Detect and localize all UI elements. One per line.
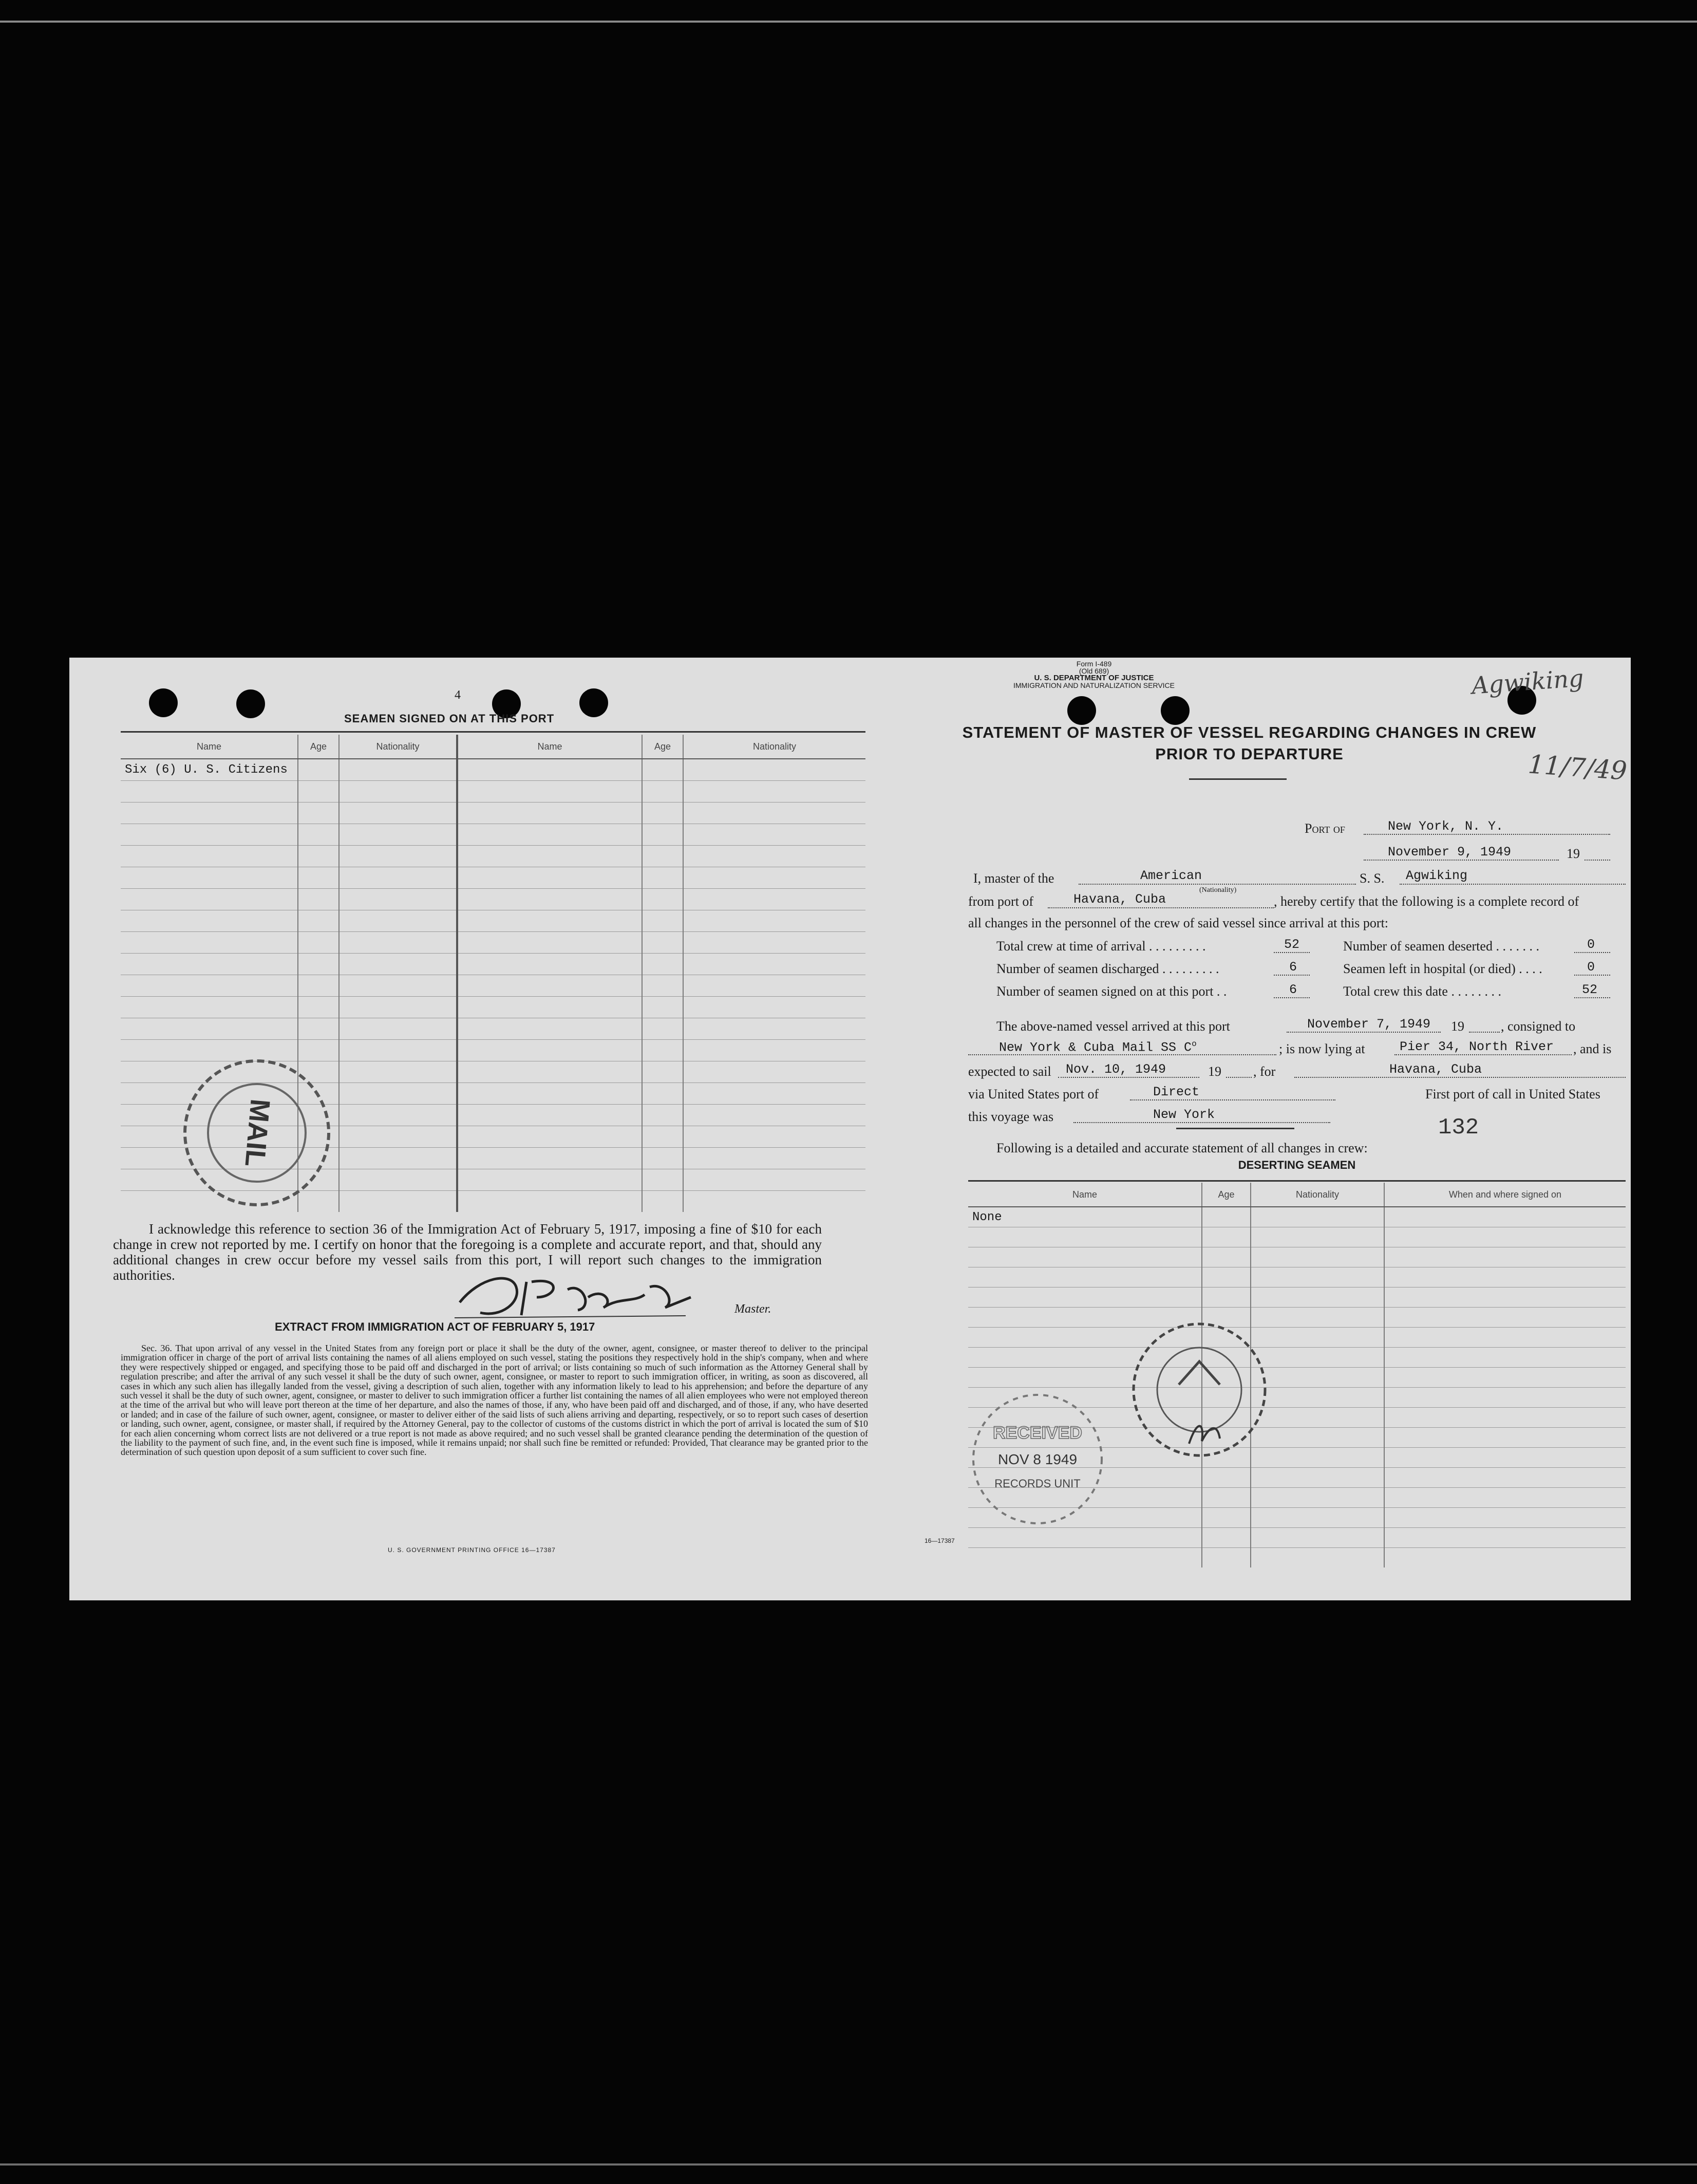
records-unit-text: RECORDS UNIT: [994, 1477, 1081, 1490]
table-cell: [642, 1148, 683, 1169]
department-name: U. S. DEPARTMENT OF JUSTICE: [1034, 674, 1154, 682]
table-row: [121, 954, 865, 975]
records-unit-stamp: [960, 1387, 1115, 1531]
table-cell: [457, 1169, 642, 1191]
table-cell: [339, 759, 457, 781]
table-row: [968, 1368, 1626, 1388]
table-cell: [1251, 1528, 1384, 1548]
table-cell: [298, 867, 339, 889]
received-stamp-word: RECEIVED: [993, 1423, 1082, 1443]
table-cell: [457, 1061, 642, 1083]
deserted-label: Number of seamen deserted . . . . . . .: [1343, 939, 1539, 954]
table-cell: [457, 846, 642, 867]
table-cell: [1202, 1287, 1251, 1308]
table-cell: [1384, 1348, 1626, 1368]
table-row: [968, 1328, 1626, 1348]
destination-value: Havana, Cuba: [1389, 1062, 1482, 1077]
table-row: [121, 846, 865, 867]
received-stamp-date: NOV 8 1949: [997, 1451, 1078, 1467]
table-row: [968, 1227, 1626, 1247]
table-cell: [1202, 1548, 1251, 1568]
table-cell: [683, 1061, 865, 1083]
table-cell: [457, 997, 642, 1018]
table-cell: [457, 1083, 642, 1105]
hospital-label: Seamen left in hospital (or died) . . . .: [1343, 961, 1542, 976]
consignee-name: New York & Cuba Mail SS C: [999, 1040, 1192, 1055]
table-cell: [1251, 1267, 1384, 1287]
table-cell: [683, 975, 865, 997]
table-cell: [1384, 1428, 1626, 1448]
table-cell: [339, 910, 457, 932]
table-cell: [298, 802, 339, 824]
handwritten-date: 11/7/49: [1527, 749, 1628, 786]
sequence-number: 132: [1438, 1115, 1479, 1141]
master-label: I, master of the: [973, 871, 1054, 886]
table-top-rule: [121, 731, 865, 733]
table-cell: [121, 1018, 298, 1040]
printer-line: U. S. GOVERNMENT PRINTING OFFICE 16—17387: [388, 1546, 556, 1554]
table-row: [121, 781, 865, 802]
column-header: Age: [642, 735, 683, 759]
table-cell: [298, 824, 339, 846]
table-cell: [642, 975, 683, 997]
table-cell: [1384, 1207, 1626, 1227]
table-cell: [298, 759, 339, 781]
table-cell: [642, 781, 683, 802]
voyage-label: this voyage was: [968, 1109, 1054, 1124]
table-cell: [642, 846, 683, 867]
table-cell: [1384, 1448, 1626, 1468]
table-cell: [968, 1287, 1202, 1308]
table-row: [968, 1548, 1626, 1568]
signature-caption: Master.: [734, 1302, 771, 1316]
seamen-signed-on-title: SEAMEN SIGNED ON AT THIS PORT: [344, 712, 555, 725]
table-cell: [339, 867, 457, 889]
table-cell: [298, 932, 339, 954]
mail-stamp: [177, 1053, 336, 1212]
table-cell: [642, 1105, 683, 1126]
table-cell: [968, 1247, 1202, 1267]
table-cell: [642, 1126, 683, 1148]
arrived-year-underline: [1469, 1032, 1500, 1033]
table-cell: [121, 932, 298, 954]
table-cell: [1202, 1227, 1251, 1247]
table-cell: [1384, 1508, 1626, 1528]
table-cell: Six (6) U. S. Citizens: [121, 759, 298, 781]
sail-year-underline: [1226, 1077, 1252, 1078]
table-row: [968, 1308, 1626, 1328]
table-cell: [339, 824, 457, 846]
table-cell: [1384, 1388, 1626, 1408]
sail-year: 19: [1208, 1064, 1221, 1079]
table-cell: [457, 802, 642, 824]
column-header: Nationality: [683, 735, 865, 759]
table-cell: [642, 954, 683, 975]
table-cell: [339, 1126, 457, 1148]
table-cell: [339, 932, 457, 954]
port-value: New York, N. Y.: [1388, 819, 1504, 834]
table-row: [121, 759, 865, 781]
stat-underline: [1274, 997, 1310, 998]
table-cell: [121, 997, 298, 1018]
table-cell: [1384, 1287, 1626, 1308]
table-row: [968, 1267, 1626, 1287]
ship-underline: [1400, 884, 1626, 885]
first-port-label: First port of call in United States: [1425, 1087, 1600, 1102]
expected-label: expected to sail: [968, 1064, 1051, 1079]
table-row: [121, 910, 865, 932]
form-header: [986, 660, 1202, 689]
column-header: Name: [968, 1183, 1202, 1207]
table-cell: [339, 1148, 457, 1169]
table-cell: [1384, 1468, 1626, 1488]
table-cell: [642, 932, 683, 954]
table-cell: [121, 824, 298, 846]
table-cell: [339, 846, 457, 867]
table-cell: [1251, 1548, 1384, 1568]
column-header: Age: [298, 735, 339, 759]
service-name: IMMIGRATION AND NATURALIZATION SERVICE: [1013, 681, 1175, 689]
table-cell: [1384, 1408, 1626, 1428]
column-header: Name: [121, 735, 298, 759]
table-cell: [298, 1018, 339, 1040]
table-cell: None: [968, 1207, 1202, 1227]
table-cell: [298, 954, 339, 975]
table-cell: [1384, 1528, 1626, 1548]
table-cell: [642, 1083, 683, 1105]
table-cell: [642, 1169, 683, 1191]
consignee-value: [999, 1039, 1197, 1055]
table-cell: [339, 975, 457, 997]
voyage-value: New York: [1153, 1107, 1215, 1122]
table-cell: [339, 1191, 457, 1212]
table-cell: [683, 997, 865, 1018]
voyage-underline: [1073, 1122, 1330, 1123]
sail-underline: [1058, 1077, 1199, 1078]
table-cell: [642, 759, 683, 781]
table-cell: [121, 910, 298, 932]
table-cell: [683, 1169, 865, 1191]
table-cell: [457, 975, 642, 997]
year-prefix: 19: [1567, 846, 1580, 861]
form-title-line-1: STATEMENT OF MASTER OF VESSEL REGARDING CHANGES IN CREW: [962, 723, 1537, 741]
table-cell: [1251, 1247, 1384, 1267]
consigned-label: , consigned to: [1501, 1019, 1576, 1034]
right-printer-line: 16—17387: [925, 1537, 955, 1544]
table-cell: [457, 1018, 642, 1040]
via-label: via United States port of: [968, 1087, 1099, 1102]
table-cell: [121, 846, 298, 867]
table-cell: [457, 1040, 642, 1061]
lying-underline: [1394, 1054, 1572, 1055]
table-cell: [683, 846, 865, 867]
arrived-underline: [1287, 1032, 1441, 1033]
sail-date: Nov. 10, 1949: [1066, 1062, 1166, 1077]
table-cell: [298, 997, 339, 1018]
for-label: , for: [1253, 1064, 1276, 1079]
table-cell: [642, 997, 683, 1018]
table-cell: [339, 1018, 457, 1040]
table-cell: [683, 954, 865, 975]
deserting-title: DESERTING SEAMEN: [1238, 1159, 1356, 1171]
table-cell: [1202, 1267, 1251, 1287]
master-signature: [449, 1266, 696, 1323]
stat-underline: [1574, 975, 1610, 976]
table-cell: [1202, 1508, 1251, 1528]
port-label: Port of: [1305, 821, 1345, 836]
table-row: [968, 1348, 1626, 1368]
table-cell: [642, 1018, 683, 1040]
table-cell: [1202, 1468, 1251, 1488]
table-cell: [642, 867, 683, 889]
table-row: [121, 802, 865, 824]
form-number: Form I-489: [1076, 660, 1112, 668]
table-cell: [683, 1105, 865, 1126]
form-title: [868, 722, 1631, 765]
table-cell: [1384, 1368, 1626, 1388]
and-is-text: , and is: [1573, 1041, 1612, 1056]
table-cell: [642, 889, 683, 910]
arrived-year: 19: [1451, 1019, 1464, 1034]
table-cell: [1202, 1207, 1251, 1227]
table-cell: [457, 867, 642, 889]
table-cell: [298, 846, 339, 867]
deserting-top-rule: [968, 1180, 1626, 1182]
port-underline: [1364, 834, 1610, 835]
nationality-caption: (Nationality): [1199, 886, 1237, 894]
table-row: [121, 932, 865, 954]
signed-on-value: 6: [1289, 982, 1297, 997]
table-cell: [1251, 1508, 1384, 1528]
table-cell: [339, 1169, 457, 1191]
table-cell: [121, 781, 298, 802]
table-cell: [1384, 1488, 1626, 1508]
table-cell: [457, 1148, 642, 1169]
table-cell: [642, 1040, 683, 1061]
table-cell: [339, 1083, 457, 1105]
lying-label: ; is now lying at: [1279, 1041, 1365, 1056]
form-title-line-2: PRIOR TO DEPARTURE: [1155, 745, 1344, 763]
table-cell: [457, 954, 642, 975]
table-cell: [1251, 1227, 1384, 1247]
certify-text: , hereby certify that the following is a complete record of: [1274, 894, 1579, 909]
column-header: When and where signed on: [1384, 1183, 1626, 1207]
table-cell: [968, 1267, 1202, 1287]
table-cell: [1251, 1488, 1384, 1508]
extract-text: Sec. 36. That upon arrival of any vessel in the United States from any foreign port or place it shall be the duty of the owner, agent, consignee, or master thereof to deliver to the principal immigration officer in charge of the port of arrival lists containing the names of all aliens employed on such vessel, stating the positions they respectively hold in the ship's company, when and where they were respectively shipped or engaged, and specifying those to be paid off and discharged in the port of arrival; or lists containing so much of such information as the Attorney General shall by regulation prescribe; and after the arrival of any such vessel it shall be the duty of such owner, agent, consignee, or master to report to such immigration officer, in writing, as soon as discovered, all cases in which any such alien has illegally landed from the vessel, giving a description of such alien, together with any information likely to lead to his apprehension; and before the departure of any such vessel it shall be the duty of such owner, agent, consignee, or master to deliver to such immigration officer a further list containing the names of all alien employees who were not employed thereon at the time of the arrival but who will leave port thereon at the time of her departure, and also the names of those, if any, who have been paid off and discharged, and of those, if any, who have deserted or landed; and in case of the failure of such owner, agent, consignee, or master to deliver either of the said lists of such aliens arriving and departing, respectively, or so to report such cases of desertion or landing, such owner, agent, consignee, or master shall, if required by the Attorney General, pay to the collector of customs of the customs district in which the port of arrival is located the sum of $10 for each alien concerning whom correct lists are not delivered or a true report is not made as above required; and no such vessel shall be granted clearance pending the determination of the question of the liability to the payment of such fine, and, in the event such fine is imposed, while it remains unpaid; nor shall such fine be remitted or refunded: Provided, That clearance may be granted prior to the determination of such question upon deposit of a sum sufficient to cover such fine.: [121, 1343, 868, 1458]
arrived-label: The above-named vessel arrived at this port: [996, 1019, 1230, 1034]
table-cell: [683, 1148, 865, 1169]
table-row: [121, 867, 865, 889]
table-cell: [683, 1126, 865, 1148]
table-row: [968, 1247, 1626, 1267]
total-crew-arrival-label: Total crew at time of arrival . . . . . . . . .: [996, 939, 1206, 954]
consignee-underline: [968, 1054, 1276, 1055]
table-cell: [339, 1105, 457, 1126]
deserted-value: 0: [1587, 937, 1595, 952]
table-cell: [683, 1083, 865, 1105]
table-cell: [298, 781, 339, 802]
table-cell: [457, 932, 642, 954]
discharged-value: 6: [1289, 960, 1297, 975]
table-cell: [1202, 1247, 1251, 1267]
table-cell: [298, 975, 339, 997]
table-cell: [1384, 1267, 1626, 1287]
table-cell: [683, 824, 865, 846]
table-cell: [968, 1548, 1202, 1568]
arrived-date: November 7, 1949: [1307, 1017, 1431, 1032]
table-cell: [642, 1191, 683, 1212]
table-cell: [457, 910, 642, 932]
table-cell: [683, 802, 865, 824]
table-cell: [339, 889, 457, 910]
hospital-value: 0: [1587, 960, 1595, 975]
table-cell: [457, 824, 642, 846]
table-cell: [1251, 1468, 1384, 1488]
table-row: [121, 824, 865, 846]
via-value: Direct: [1153, 1085, 1200, 1099]
document-sheet: [69, 658, 1631, 1600]
table-cell: [298, 910, 339, 932]
column-header: Name: [457, 735, 642, 759]
via-underline: [1130, 1099, 1335, 1100]
column-header: Nationality: [339, 735, 457, 759]
destination-underline: [1294, 1077, 1626, 1078]
table-row: [121, 975, 865, 997]
table-cell: [642, 910, 683, 932]
form-old-number: (Old 689): [1079, 667, 1109, 675]
table-cell: [968, 1227, 1202, 1247]
table-cell: [457, 889, 642, 910]
nationality-underline: [1079, 884, 1356, 885]
table-cell: [121, 975, 298, 997]
all-changes-text: all changes in the personnel of the crew of said vessel since arrival at this port:: [968, 916, 1389, 930]
table-row: [968, 1287, 1626, 1308]
handwritten-vessel-name: Agwiking: [1470, 664, 1585, 700]
stat-underline: [1574, 952, 1610, 953]
column-header: Age: [1202, 1183, 1251, 1207]
table-cell: [683, 910, 865, 932]
table-cell: [1384, 1328, 1626, 1348]
discharged-label: Number of seamen discharged . . . . . . . . .: [996, 961, 1219, 976]
table-cell: [1251, 1287, 1384, 1308]
right-page: [868, 658, 1631, 1600]
table-cell: [339, 802, 457, 824]
ship-name: Agwiking: [1406, 868, 1468, 883]
table-cell: [339, 781, 457, 802]
table-cell: [457, 1191, 642, 1212]
table-cell: [1384, 1227, 1626, 1247]
table-cell: [683, 1191, 865, 1212]
table-cell: [121, 802, 298, 824]
table-cell: [457, 781, 642, 802]
table-cell: [642, 1061, 683, 1083]
title-rule: [1189, 778, 1287, 780]
table-cell: [121, 867, 298, 889]
table-cell: [457, 1126, 642, 1148]
table-cell: [1384, 1548, 1626, 1568]
column-header: Nationality: [1251, 1183, 1384, 1207]
scan-border-bottom: [0, 2163, 1697, 2166]
table-cell: [298, 889, 339, 910]
page-number: 4: [455, 688, 461, 702]
table-cell: [339, 1061, 457, 1083]
table-cell: [1202, 1488, 1251, 1508]
mail-stamp-text: MAIL: [239, 1097, 276, 1168]
scan-border-top: [0, 21, 1697, 23]
table-cell: [642, 824, 683, 846]
table-cell: [339, 954, 457, 975]
date-underline: [1364, 860, 1559, 861]
table-row: [968, 1207, 1626, 1227]
table-cell: [1384, 1247, 1626, 1267]
total-crew-arrival-value: 52: [1284, 937, 1300, 952]
table-cell: [121, 889, 298, 910]
table-cell: [683, 759, 865, 781]
stat-underline: [1274, 952, 1310, 953]
left-page: [69, 658, 868, 1600]
received-stamp-round: [1127, 1318, 1271, 1462]
stat-underline: [1574, 997, 1610, 998]
table-cell: [121, 954, 298, 975]
section-rule: [1176, 1128, 1294, 1129]
lying-value: Pier 34, North River: [1400, 1039, 1554, 1054]
total-crew-date-value: 52: [1582, 982, 1598, 997]
table-cell: [683, 1018, 865, 1040]
extract-title: EXTRACT FROM IMMIGRATION ACT OF FEBRUARY 5, 1917: [275, 1320, 595, 1333]
table-row: [121, 1018, 865, 1040]
table-cell: [642, 802, 683, 824]
table-row: [121, 889, 865, 910]
stat-underline: [1274, 975, 1310, 976]
year-underline: [1585, 860, 1610, 861]
table-cell: [457, 1105, 642, 1126]
nationality-value: American: [1140, 868, 1202, 883]
from-port-label: from port of: [968, 894, 1034, 909]
table-cell: [1251, 1207, 1384, 1227]
from-port-value: Havana, Cuba: [1073, 892, 1166, 907]
table-row: [121, 997, 865, 1018]
table-cell: [683, 889, 865, 910]
signed-on-label: Number of seamen signed on at this port . .: [996, 984, 1227, 999]
ss-label: S. S.: [1360, 871, 1385, 886]
consignee-superscript: o: [1192, 1039, 1197, 1049]
table-cell: [1384, 1308, 1626, 1328]
table-cell: [339, 1040, 457, 1061]
following-label: Following is a detailed and accurate statement of all changes in crew:: [996, 1141, 1368, 1155]
table-cell: [339, 997, 457, 1018]
table-cell: [683, 1040, 865, 1061]
table-cell: [683, 781, 865, 802]
table-cell: [457, 759, 642, 781]
acknowledgement-text: I acknowledge this reference to section 36 of the Immigration Act of February 5, 1917, imposing a fine of $10 for each change in crew not reported by me. I certify on honor that the foregoing is a complete and accurate report, and that, should any additional changes in crew occur before my vessel sails from this port, I will report such changes to the immigration authorities.: [113, 1221, 822, 1283]
date-value: November 9, 1949: [1388, 845, 1512, 860]
table-cell: [683, 932, 865, 954]
table-cell: [683, 867, 865, 889]
total-crew-date-label: Total crew this date . . . . . . . .: [1343, 984, 1501, 999]
from-port-underline: [1048, 907, 1274, 908]
table-cell: [1202, 1528, 1251, 1548]
